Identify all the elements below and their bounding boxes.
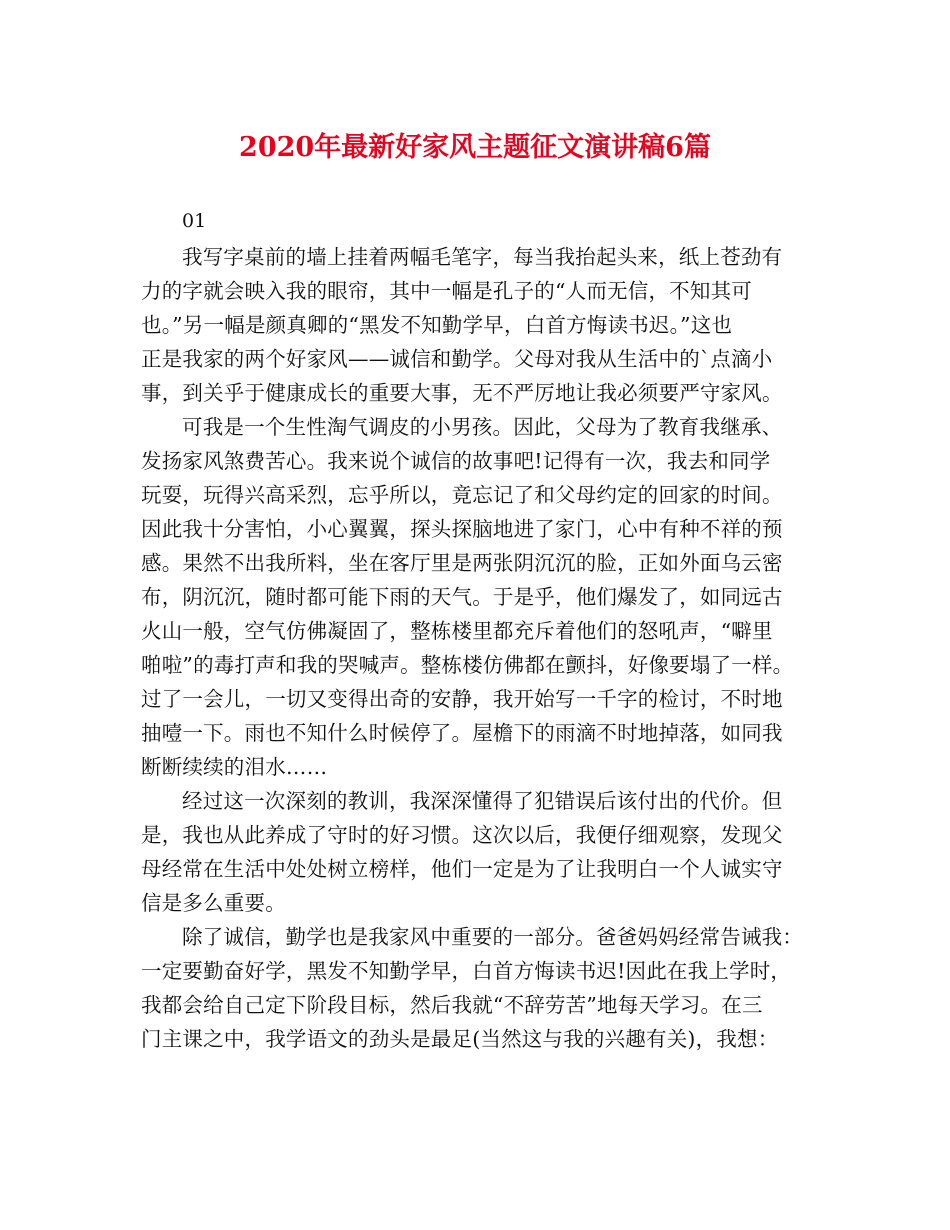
text-line: 力的字就会映入我的眼帘，其中一幅是孔子的“人而无信，不知其可 [141, 279, 752, 303]
text-line: 布，阴沉沉，随时都可能下雨的天气。于是乎，他们爆发了，如同远古 [141, 585, 783, 609]
text-line: 事，到关乎于健康成长的重要大事，无不严厉地让我必须要严守家风。 [141, 381, 783, 405]
text-line: 也。”另一幅是颜真卿的“黑发不知勤学早，白首方悔读书迟。”这也 [141, 313, 733, 337]
text-line: 火山一般，空气仿佛凝固了，整栋楼里都充斥着他们的怒吼声，“噼里 [141, 619, 773, 643]
body-text [141, 240, 825, 1056]
text-line: 母经常在生活中处处树立榜样，他们一定是为了让我明白一个人诚实守 [141, 857, 783, 881]
text-line: 因此我十分害怕，小心翼翼，探头探脑地进了家门，心中有种不祥的预 [141, 517, 783, 541]
text-line: 玩耍，玩得兴高采烈，忘乎所以，竟忘记了和父母约定的回家的时间。 [141, 483, 783, 507]
text-line: 啪啦”的毒打声和我的哭喊声。整栋楼仿佛都在颤抖，好像要塌了一样。 [141, 653, 794, 677]
text-line: 我都会给自己定下阶段目标，然后我就“不辞劳苦”地每天学习。在三 [141, 993, 763, 1017]
text-line: 门主课之中，我学语文的劲头是最足(当然这与我的兴趣有关)，我想： [141, 1027, 779, 1051]
text-line: 我写字桌前的墙上挂着两幅毛笔字，每当我抬起头来，纸上苍劲有 [182, 245, 783, 269]
text-line: 发扬家风煞费苦心。我来说个诚信的故事吧!记得有一次，我去和同学 [141, 449, 771, 473]
text-line: 是，我也从此养成了守时的好习惯。这次以后，我便仔细观察，发现父 [141, 823, 783, 847]
text-line: 正是我家的两个好家风——诚信和勤学。父母对我从生活中的`点滴小 [141, 347, 773, 371]
text-line: 抽噎一下。雨也不知什么时候停了。屋檐下的雨滴不时地掉落，如同我 [141, 721, 783, 745]
section-number: 01 [182, 210, 207, 232]
text-line: 信是多么重要。 [141, 891, 286, 915]
text-line: 经过这一次深刻的教训，我深深懂得了犯错误后该付出的代价。但 [182, 789, 783, 813]
text-line: 感。果然不出我所料，坐在客厅里是两张阴沉沉的脸，正如外面乌云密 [141, 551, 783, 575]
text-line: 可我是一个生性淘气调皮的小男孩。因此，父母为了教育我继承、 [182, 415, 783, 439]
text-line: 一定要勤奋好学，黑发不知勤学早，白首方悔读书迟!因此在我上学时， [141, 959, 792, 983]
text-line: 除了诚信，勤学也是我家风中重要的一部分。爸爸妈妈经常告诫我： [182, 925, 803, 949]
text-line: 过了一会儿，一切又变得出奇的安静，我开始写一千字的检讨，不时地 [141, 687, 783, 711]
text-line: 断断续续的泪水…… [141, 755, 328, 779]
document-title: 2020年最新好家风主题征文演讲稿6篇 [239, 132, 711, 163]
